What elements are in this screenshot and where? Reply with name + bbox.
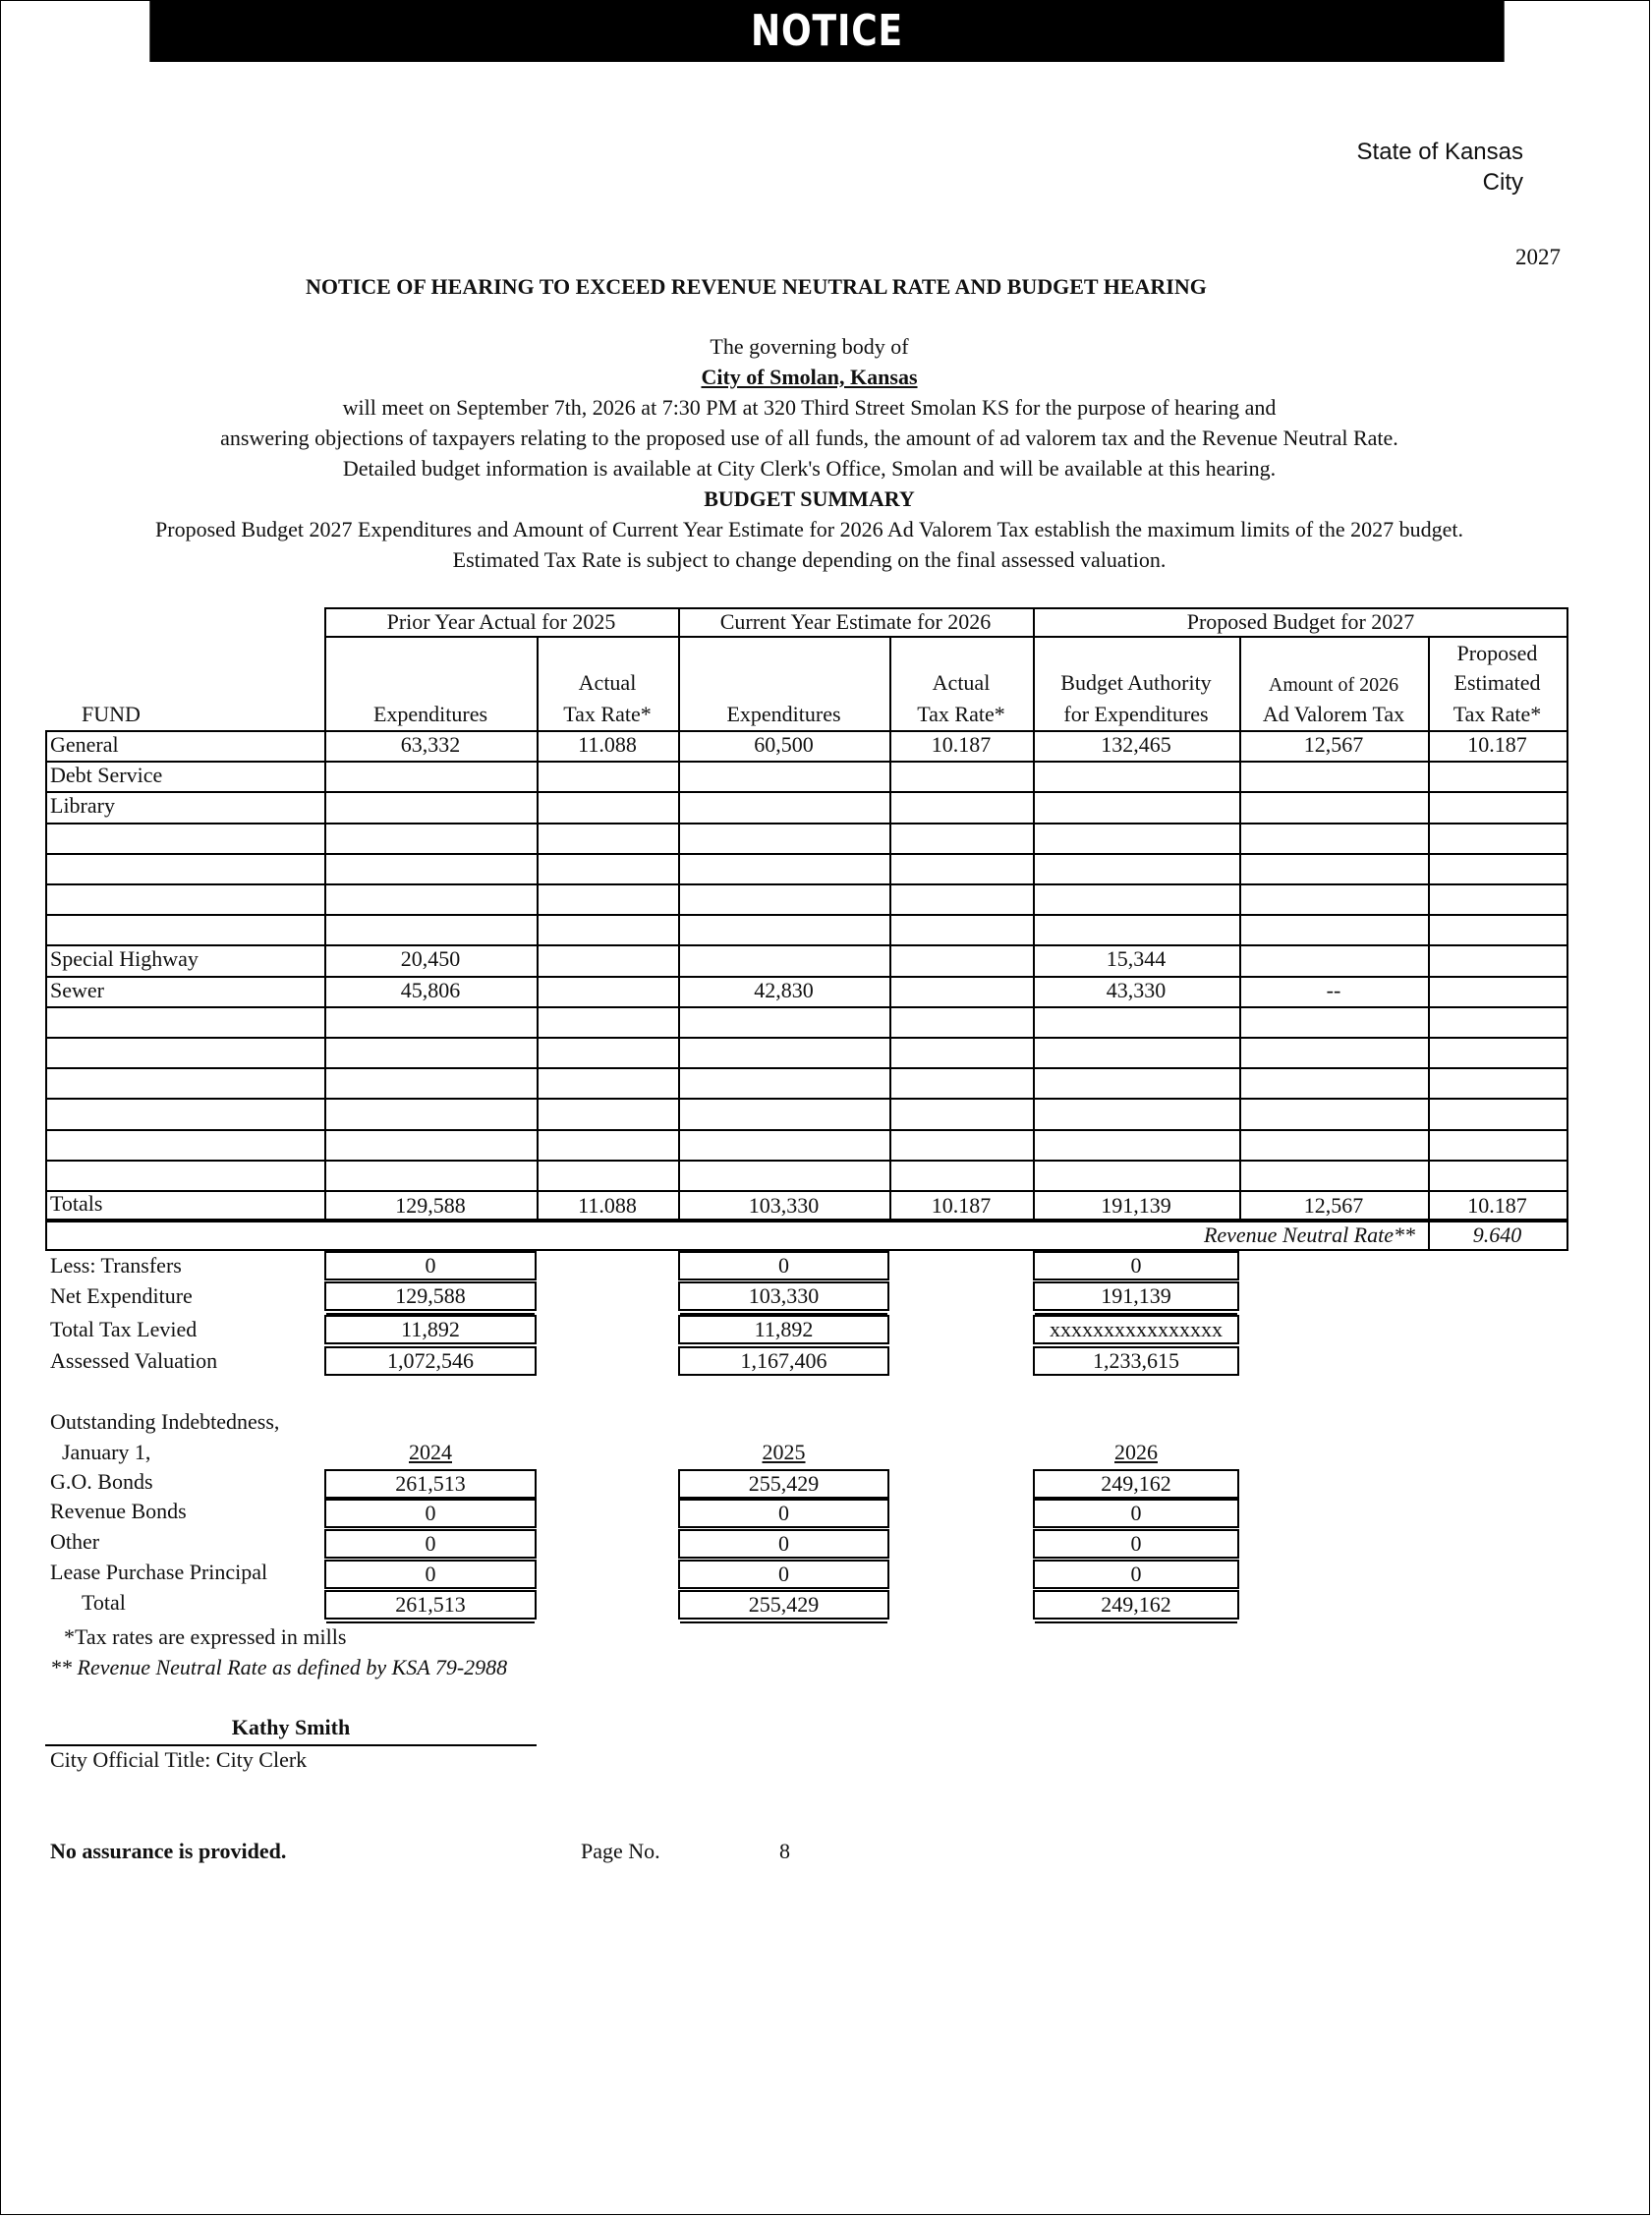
fund-value-budget-authority: 132,465 <box>1101 732 1171 757</box>
intro-line-7: Proposed Budget 2027 Expenditures and Amount of Current Year Estimate for 2026 Ad Valorem Tax establish the maximum limits of the 2027 budget. <box>155 517 1463 541</box>
debt-value: 249,162 <box>1033 1590 1239 1620</box>
debt-value: 0 <box>678 1499 889 1528</box>
col-header-amount-2026: Amount of 2026 <box>1268 674 1399 696</box>
summary-value: 11,892 <box>324 1315 537 1344</box>
debt-value: 255,429 <box>678 1590 889 1620</box>
signer-title: City Official Title: City Clerk <box>50 1747 308 1772</box>
row-divider <box>45 883 1568 885</box>
fund-value-expend-2026: 42,830 <box>754 978 814 1002</box>
total-value-expend-2026: 103,330 <box>748 1193 820 1218</box>
fund-name: General <box>50 732 119 757</box>
debt-value: 261,513 <box>324 1590 537 1620</box>
debt-value: 0 <box>324 1499 537 1528</box>
col-header-taxrate-2026: Tax Rate* <box>917 702 1005 726</box>
col-header-actual-2026: Actual <box>932 670 991 695</box>
summary-value: 1,167,406 <box>678 1346 889 1376</box>
debt-row-label: Total <box>82 1590 126 1615</box>
debt-value: 255,429 <box>678 1469 889 1499</box>
page-number: 8 <box>779 1839 790 1863</box>
row-divider <box>45 914 1568 916</box>
intro-line-8: Estimated Tax Rate is subject to change depending on the final assessed valuation. <box>452 547 1167 572</box>
notice-banner: NOTICE <box>149 1 1504 62</box>
summary-label: Less: Transfers <box>50 1253 182 1278</box>
debt-value: 0 <box>678 1529 889 1559</box>
assurance-statement: No assurance is provided. <box>50 1839 287 1863</box>
row-divider <box>45 1129 1568 1131</box>
fund-header: FUND <box>82 702 141 726</box>
state-label: State of Kansas <box>1356 139 1523 165</box>
group-header-2027: Proposed Budget for 2027 <box>1186 609 1415 634</box>
group-header-2026: Current Year Estimate for 2026 <box>719 609 992 634</box>
signer-name: Kathy Smith <box>231 1715 351 1739</box>
fund-value-taxrate-2025: 11.088 <box>578 732 637 757</box>
debt-value: 0 <box>324 1560 537 1589</box>
debt-value: 261,513 <box>324 1469 537 1499</box>
row-divider <box>45 944 1568 946</box>
total-value-budget-authority: 191,139 <box>1101 1193 1171 1218</box>
debt-row-label: Revenue Bonds <box>50 1499 187 1523</box>
page-number-label: Page No. <box>581 1839 660 1863</box>
total-value-taxrate-2026: 10.187 <box>931 1193 992 1218</box>
fund-value-est-taxrate-2027: 10.187 <box>1467 732 1527 757</box>
summary-label: Total Tax Levied <box>50 1317 198 1341</box>
col-header-taxrate-2025: Tax Rate* <box>563 702 652 726</box>
row-divider <box>45 1190 1568 1192</box>
col-header-proposed-taxrate: Tax Rate* <box>1453 702 1542 726</box>
entity-type-label: City <box>1482 169 1523 196</box>
total-value-expend-2025: 129,588 <box>395 1193 466 1218</box>
debt-row-label: G.O. Bonds <box>50 1469 153 1494</box>
debt-year-2024: 2024 <box>409 1440 452 1464</box>
col-header-estimated: Estimated <box>1453 670 1541 695</box>
debt-value: 0 <box>1033 1499 1239 1528</box>
debt-row-label: Lease Purchase Principal <box>50 1560 268 1584</box>
debt-year-2025: 2025 <box>762 1440 806 1464</box>
row-divider <box>45 761 1568 763</box>
summary-value: 0 <box>1033 1251 1239 1280</box>
rnr-value: 9.640 <box>1472 1222 1522 1247</box>
summary-label: Assessed Valuation <box>50 1348 218 1373</box>
fund-value-budget-authority: 43,330 <box>1106 978 1167 1002</box>
budget-year: 2027 <box>1515 245 1561 269</box>
fund-name: Sewer <box>50 978 104 1002</box>
summary-label: Net Expenditure <box>50 1283 193 1308</box>
fund-value-expend-2025: 63,332 <box>400 732 461 757</box>
budget-summary-title: BUDGET SUMMARY <box>704 486 915 511</box>
summary-value: 0 <box>678 1251 889 1280</box>
fund-name: Special Highway <box>50 946 199 971</box>
rnr-label: Revenue Neutral Rate** <box>1203 1222 1415 1247</box>
row-divider <box>45 1067 1568 1069</box>
debt-date-label: January 1, <box>62 1440 151 1464</box>
debt-title: Outstanding Indebtedness, <box>50 1409 280 1434</box>
row-divider <box>45 853 1568 855</box>
totals-label: Totals <box>50 1191 103 1216</box>
row-divider <box>45 1006 1568 1008</box>
debt-value: 0 <box>1033 1560 1239 1589</box>
summary-value: 103,330 <box>678 1281 889 1311</box>
debt-value: 0 <box>1033 1529 1239 1559</box>
row-divider <box>45 823 1568 824</box>
fund-value-taxrate-2026: 10.187 <box>931 732 992 757</box>
notice-title: NOTICE OF HEARING TO EXCEED REVENUE NEUTRAL RATE AND BUDGET HEARING <box>306 274 1207 299</box>
row-divider <box>45 1160 1568 1162</box>
fund-value-expend-2026: 60,500 <box>754 732 814 757</box>
col-header-budget-authority: Budget Authority <box>1060 670 1212 695</box>
fund-value-ad-valorem-2026: 12,567 <box>1303 732 1364 757</box>
fund-value-expend-2025: 20,450 <box>400 946 461 971</box>
fund-value-ad-valorem-2026: -- <box>1326 978 1341 1002</box>
total-value-ad-valorem-2026: 12,567 <box>1303 1193 1364 1218</box>
summary-value: 11,892 <box>678 1315 889 1344</box>
row-divider <box>45 791 1568 793</box>
city-name: City of Smolan, Kansas <box>701 365 918 389</box>
fund-value-expend-2025: 45,806 <box>400 978 461 1002</box>
summary-value: 129,588 <box>324 1281 537 1311</box>
col-header-proposed: Proposed <box>1456 641 1538 665</box>
mills-note: *Tax rates are expressed in mills <box>64 1624 347 1649</box>
total-value-est-taxrate-2027: 10.187 <box>1467 1193 1527 1218</box>
summary-value: xxxxxxxxxxxxxxxx <box>1033 1315 1239 1344</box>
fund-name: Debt Service <box>50 763 163 787</box>
fund-value-budget-authority: 15,344 <box>1106 946 1167 971</box>
col-header-expend-2026: Expenditures <box>726 702 841 726</box>
row-divider <box>45 1037 1568 1039</box>
debt-value: 249,162 <box>1033 1469 1239 1499</box>
summary-value: 0 <box>324 1251 537 1280</box>
col-header-ad-valorem: Ad Valorem Tax <box>1262 702 1405 726</box>
total-value-taxrate-2025: 11.088 <box>578 1193 637 1218</box>
signature-line <box>45 1744 537 1746</box>
col-header-for-expenditures: for Expenditures <box>1063 702 1209 726</box>
summary-value: 1,072,546 <box>324 1346 537 1376</box>
summary-value: 191,139 <box>1033 1281 1239 1311</box>
intro-line-1: The governing body of <box>710 334 909 359</box>
col-header-actual-2025: Actual <box>578 670 637 695</box>
fund-name: Library <box>50 793 115 818</box>
debt-row-label: Other <box>50 1529 100 1554</box>
group-header-2025: Prior Year Actual for 2025 <box>386 609 616 634</box>
debt-year-2026: 2026 <box>1114 1440 1158 1464</box>
rnr-note: ** Revenue Neutral Rate as defined by KSA 79-2988 <box>50 1655 508 1679</box>
intro-line-3: will meet on September 7th, 2026 at 7:30 PM at 320 Third Street Smolan KS for the purpose of hearing and <box>342 395 1277 420</box>
summary-value: 1,233,615 <box>1033 1346 1239 1376</box>
intro-line-5: Detailed budget information is available at City Clerk's Office, Smolan and will be available at this hearing. <box>342 456 1277 481</box>
intro-line-4: answering objections of taxpayers relating to the proposed use of all funds, the amount of ad valorem tax and the Revenue Neutral Rate. <box>220 426 1398 450</box>
debt-value: 0 <box>678 1560 889 1589</box>
col-header-expend-2025: Expenditures <box>372 702 488 726</box>
debt-value: 0 <box>324 1529 537 1559</box>
row-divider <box>45 1098 1568 1100</box>
